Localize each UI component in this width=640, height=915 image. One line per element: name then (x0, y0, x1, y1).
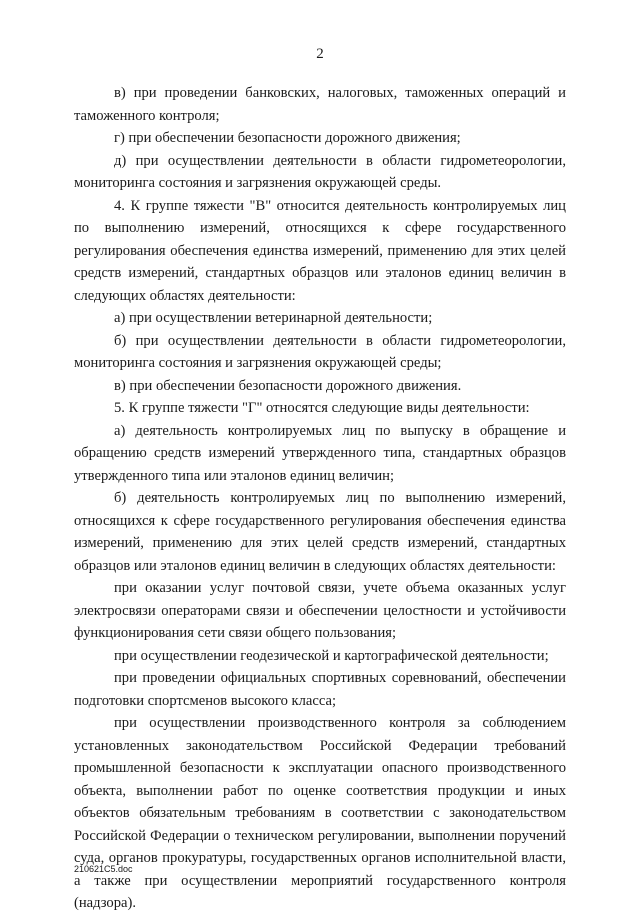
paragraph: г) при обеспечении безопасности дорожного движения; (114, 130, 461, 146)
paragraph: при осуществлении производственного контроля за соблюдением установленных законодательством Российской Федерации требований промышленной безопасности к эксплуатации опасного производственного объекта, выполнении работ по оценке соответствия продукции и иных объектов обязательным требованиям в соответствии с законодательством Российской Федерации о техническом регулировании, выполнении поручений суда, органов прокуратуры, государственных органов исполнительной власти, а также при осуществлении мероприятий государственного контроля (надзора). (74, 715, 566, 911)
paragraph: при осуществлении геодезической и картографической деятельности; (114, 647, 549, 664)
paragraph: б) при осуществлении деятельности в области гидрометеорологии, мониторинга состояния и загрязнения окружающей среды; (74, 332, 566, 371)
paragraph: а) при осуществлении ветеринарной деятельности; (114, 310, 433, 326)
paragraph: в) при проведении банковских, налоговых, таможенных операций и таможенного контроля; (74, 85, 566, 124)
paragraph: д) при осуществлении деятельности в области гидрометеорологии, мониторинга состояния и загрязнения окружающей среды. (74, 152, 566, 191)
paragraph: б) деятельность контролируемых лиц по выполнению измерений, относящихся к сфере государственного регулирования обеспечения единства измерений, применению для этих целей средств измерений, стандартных образцов или эталонов единиц величин в следующих областях деятельности: (74, 490, 566, 574)
document-body (74, 82, 566, 915)
paragraph: 4. К группе тяжести "В" относится деятельность контролируемых лиц по выполнению измерений, относящихся к сфере государственного регулирования обеспечения единства измерений, применению для этих целей средств измерений, стандартных образцов или эталонов единиц величин в следующих областях деятельности: (74, 197, 566, 304)
page-number: 2 (316, 46, 324, 62)
paragraph: при проведении официальных спортивных соревнований, обеспечении подготовки спортсменов высокого класса; (74, 670, 566, 709)
paragraph: при оказании услуг почтовой связи, учете объема оказанных услуг электросвязи операторами связи и обеспечении целостности и устойчивости функционирования сети связи общего пользования; (74, 580, 566, 641)
paragraph: 5. К группе тяжести "Г" относятся следующие виды деятельности: (114, 400, 530, 416)
paragraph: а) деятельность контролируемых лиц по выпуску в обращение и обращению средств измерений утвержденного типа, стандартных образцов утвержденного типа или эталонов единиц величин; (74, 422, 566, 484)
paragraph: в) при обеспечении безопасности дорожного движения. (114, 377, 462, 394)
footer-filename: 210621C5.doc (74, 864, 133, 874)
